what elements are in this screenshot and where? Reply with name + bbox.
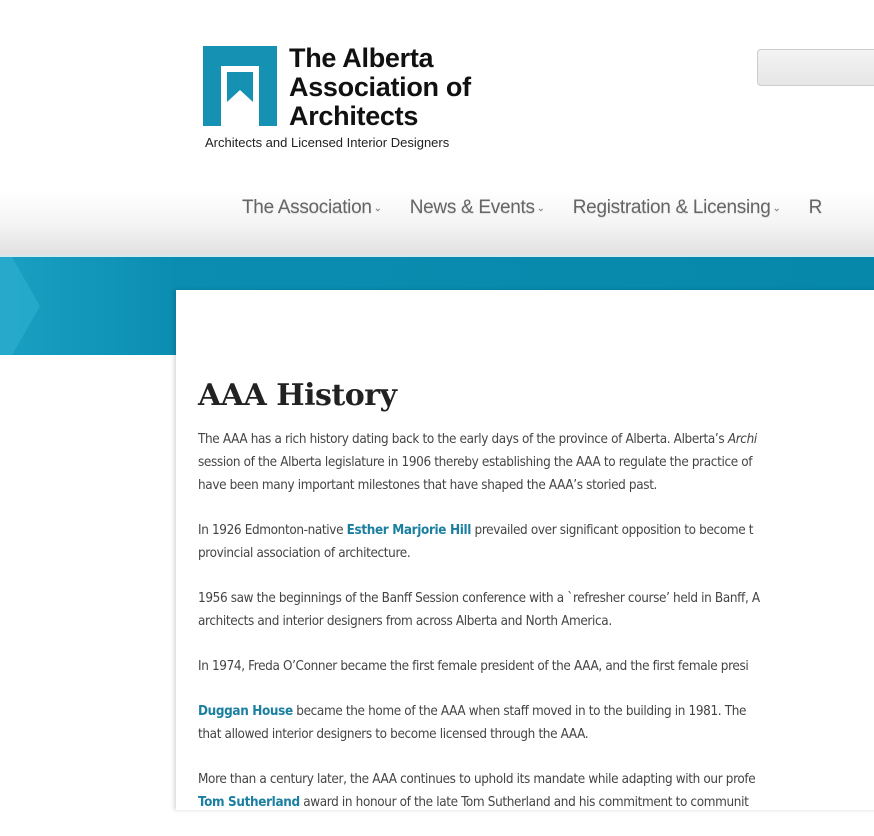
text-line — [198, 723, 874, 746]
text-line — [198, 519, 874, 542]
text-span: 1956 saw the beginnings of the Banff Session conference with a `refresher course’ held in Banff, A — [198, 591, 760, 606]
text-line — [198, 768, 874, 791]
logo-mark-icon — [203, 46, 277, 126]
text-span: became the home of the AAA when staff moved in to the building in 1981. The — [292, 704, 747, 719]
text-span: In 1974, Freda O’Conner became the first female president of the AAA, and the first female presi — [198, 659, 749, 674]
text-line — [198, 791, 874, 814]
text-span: architects and interior designers from across Alberta and North America. — [198, 614, 612, 629]
chevron-down-icon: ⌄ — [536, 202, 545, 214]
text-line — [198, 700, 874, 723]
text-span: award in honour of the late Tom Sutherland and his commitment to communit — [299, 795, 749, 810]
nav-item-clipped[interactable]: R — [808, 197, 822, 218]
text-span: that allowed interior designers to become licensed through the AAA. — [198, 727, 589, 742]
text-span: In 1926 Edmonton-native — [198, 523, 347, 538]
chevron-down-icon: ⌄ — [772, 202, 781, 214]
search-input[interactable] — [757, 49, 874, 86]
inline-link[interactable]: Tom Sutherland — [198, 795, 300, 810]
history-content — [198, 428, 874, 836]
text-line — [198, 428, 874, 451]
site-header — [0, 0, 874, 257]
text-line — [198, 474, 874, 497]
page-title: AAA History — [198, 378, 397, 413]
banner-decoration — [0, 257, 40, 355]
chevron-down-icon: ⌄ — [373, 202, 382, 214]
paragraph — [198, 587, 874, 633]
text-line — [198, 610, 874, 633]
nav-registration-licensing[interactable]: Registration & Licensing ⌄ — [572, 197, 781, 218]
text-line — [198, 451, 874, 474]
paragraph — [198, 768, 874, 814]
text-span: The AAA has a rich history dating back to the early days of the province of Alberta. Alberta’s — [198, 432, 728, 447]
text-span: session of the Alberta legislature in 1906 thereby establishing the AAA to regulate the practice of — [198, 455, 753, 470]
text-span: prevailed over significant opposition to become t — [471, 523, 754, 538]
text-line — [198, 587, 874, 610]
text-span: Archi — [727, 432, 757, 447]
paragraph — [198, 655, 874, 678]
text-span: provincial association of architecture. — [198, 546, 411, 561]
text-span: More than a century later, the AAA continues to uphold its mandate while adapting with our profe — [198, 772, 756, 787]
logo-tagline: Architects and Licensed Interior Designers — [205, 135, 450, 150]
paragraph — [198, 428, 874, 497]
nav-news-events[interactable]: News & Events ⌄ — [409, 197, 545, 218]
logo-wordmark: The Alberta Association of Architects — [289, 43, 471, 131]
main-nav — [242, 197, 850, 219]
paragraph — [198, 519, 874, 565]
text-line — [198, 655, 874, 678]
text-span: have been many important milestones that have shaped the AAA’s storied past. — [198, 478, 658, 493]
paragraph — [198, 700, 874, 746]
text-line — [198, 542, 874, 565]
inline-link[interactable]: Duggan House — [198, 704, 293, 719]
nav-the-association[interactable]: The Association ⌄ — [242, 197, 382, 218]
inline-link[interactable]: Esther Marjorie Hill — [346, 523, 472, 538]
